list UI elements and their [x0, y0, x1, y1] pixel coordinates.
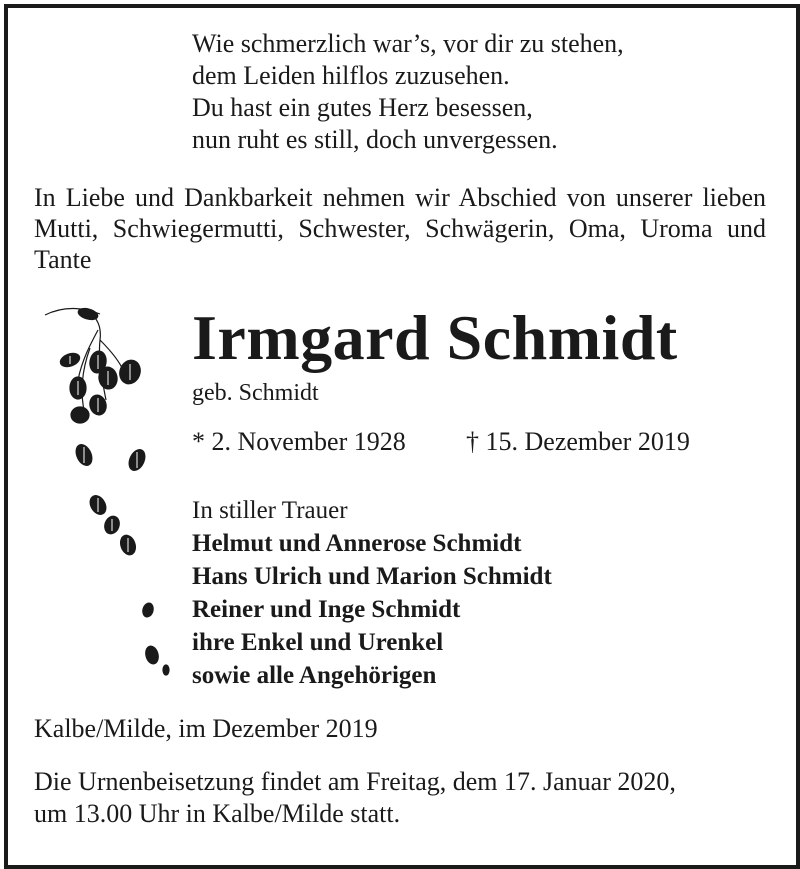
burial-line: Die Urnenbeisetzung findet am Freitag, dem 17. Januar 2020,	[34, 767, 676, 796]
birch-leaves-icon	[40, 300, 190, 690]
poem-line: nun ruht es still, doch unvergessen.	[192, 125, 558, 154]
poem-line: Du hast ein gutes Herz besessen,	[192, 93, 533, 122]
mourner-line: ihre Enkel und Urenkel	[192, 629, 444, 656]
mourners-lead: In stiller Trauer	[192, 497, 348, 524]
poem-line: dem Leiden hilflos zuzusehen.	[192, 61, 510, 90]
poem-line: Wie schmerzlich war’s, vor dir zu stehen,	[192, 29, 624, 58]
mourner-line: Reiner und Inge Schmidt	[192, 596, 461, 623]
death-date: † 15. Dezember 2019	[466, 427, 690, 456]
deceased-name: Irmgard Schmidt	[192, 302, 678, 373]
life-dates	[192, 425, 690, 459]
burial-line: um 13.00 Uhr in Kalbe/Milde statt.	[34, 799, 401, 828]
burial-info	[34, 766, 676, 830]
place-date: Kalbe/Milde, im Dezember 2019	[34, 714, 378, 743]
birth-date: * 2. November 1928	[192, 427, 406, 456]
mourner-line: Hans Ulrich und Marion Schmidt	[192, 563, 552, 590]
mourner-line: sowie alle Angehörigen	[192, 662, 437, 689]
birth-name: geb. Schmidt	[192, 380, 319, 406]
intro-text: In Liebe und Dankbarkeit nehmen wir Abschied von unserer lieben Mutti, Schwiegermutti, Schwester, Schwägerin, Oma, Uroma und Tante	[34, 183, 766, 274]
mourner-line: Helmut und Annerose Schmidt	[192, 530, 522, 557]
mourners	[192, 494, 552, 692]
poem	[192, 28, 624, 156]
